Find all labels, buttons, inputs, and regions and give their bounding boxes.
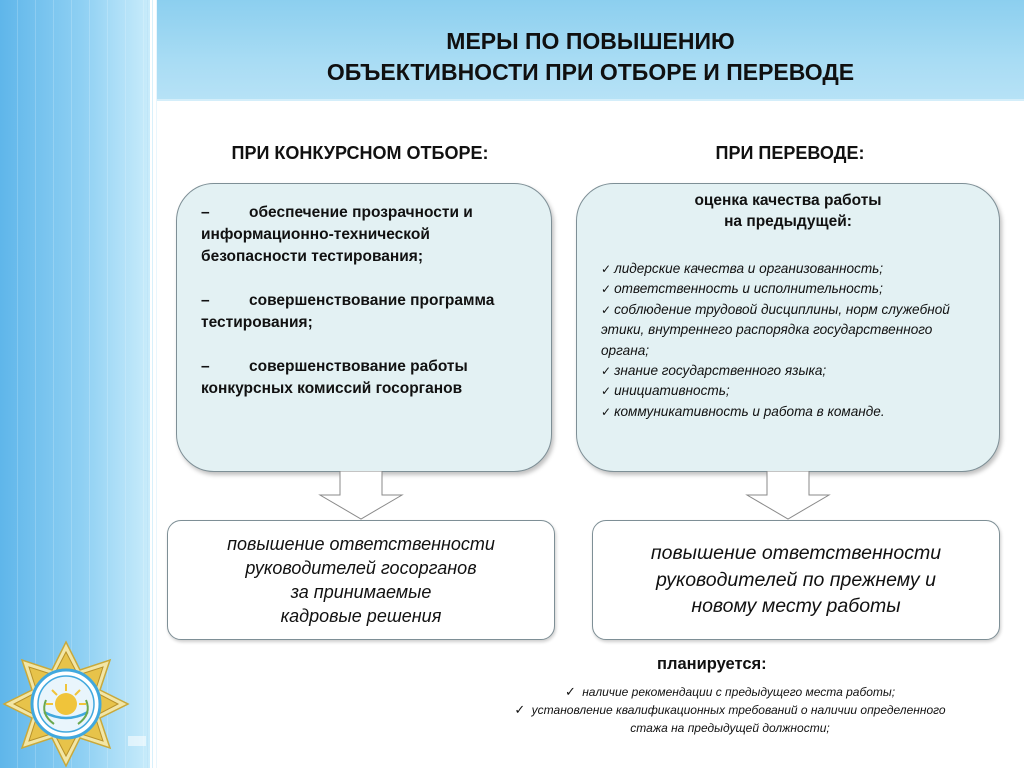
list-item-text: знание государственного языка; (614, 363, 827, 379)
slide-title-line1: МЕРЫ ПО ПОВЫШЕНИЮ (446, 28, 735, 54)
divider-line (147, 0, 148, 768)
competitive-selection-box (176, 183, 552, 472)
result-line: руководителей госорганов (245, 558, 477, 578)
transfer-result-box (592, 520, 1000, 640)
planned-heading: планируется: (657, 655, 767, 673)
competitive-measures-list (201, 202, 536, 422)
kazakhstan-emblem-icon (0, 640, 132, 768)
checkmark-icon: ✓ (601, 262, 612, 276)
down-arrow-icon (745, 471, 831, 521)
slide-title-line2: ОБЪЕКТИВНОСТИ ПРИ ОТБОРЕ И ПЕРЕВОДЕ (326, 59, 855, 85)
list-item-text: установление квалификационных требований о наличии определенного (531, 703, 946, 717)
checkmark-icon: ✓ (564, 684, 576, 699)
quality-criteria-list (601, 259, 981, 422)
result-line: кадровые решения (280, 606, 442, 626)
checkmark-icon: ✓ (601, 364, 612, 379)
work-quality-heading (577, 190, 999, 232)
checkmark-icon: ✓ (601, 302, 612, 317)
transfer-box (576, 183, 1000, 472)
list-item (601, 381, 981, 401)
checkmark-icon: ✓ (601, 404, 612, 419)
list-item (201, 202, 536, 268)
list-item-text: лидерские качества и организованность; (614, 261, 884, 276)
decorative-square (128, 736, 146, 746)
checkmark-icon: ✓ (601, 282, 612, 297)
list-item (601, 300, 981, 361)
slide-title (157, 26, 1024, 88)
result-text (176, 532, 546, 628)
checkmark-icon: ✓ (514, 702, 526, 717)
divider-line (156, 0, 157, 768)
dash-marker: – (201, 204, 210, 221)
dash-marker: – (201, 358, 210, 375)
list-item (601, 279, 981, 299)
list-item (201, 290, 536, 334)
down-arrow-icon (318, 471, 404, 521)
planned-list (440, 683, 1020, 737)
competitive-selection-heading: ПРИ КОНКУРСНОМ ОТБОРЕ: (231, 143, 489, 163)
list-item (601, 361, 981, 381)
result-line: руководителей по прежнему и (656, 568, 936, 591)
list-item-text: инициативность; (614, 383, 730, 399)
result-line: повышение ответственности (227, 534, 495, 554)
result-line: за принимаемые (290, 582, 432, 602)
list-item-text: коммуникативность и работа в команде. (614, 403, 885, 419)
result-line: новому месту работы (691, 595, 901, 618)
list-item-text: наличие рекомендации с предыдущего места работы; (582, 685, 896, 699)
list-item (601, 402, 981, 422)
list-item (440, 683, 1020, 701)
list-item-text: стажа на предыдущей должности; (630, 721, 830, 735)
result-line: повышение ответственности (650, 542, 942, 565)
dash-marker: – (201, 292, 210, 309)
list-item-text: совершенствование работы конкурсных комиссий госорганов (201, 358, 468, 397)
list-item-text: обеспечение прозрачности и информационно-технической безопасности тестирования; (201, 204, 473, 265)
transfer-heading: ПРИ ПЕРЕВОДЕ: (715, 143, 865, 163)
list-item-text: совершенствование программа тестирования; (201, 292, 495, 331)
checkmark-icon: ✓ (601, 384, 612, 399)
work-quality-heading-line: оценка качества работы (694, 192, 882, 209)
list-item (201, 356, 536, 400)
list-item (440, 701, 1020, 737)
list-item-text: соблюдение трудовой дисциплины, норм служебной этики, внутреннего распорядка государственного органа; (601, 301, 950, 358)
divider-line (152, 0, 153, 768)
result-text (606, 540, 986, 620)
list-item (601, 259, 981, 279)
competitive-result-box (167, 520, 555, 640)
work-quality-heading-line: на предыдущей: (724, 213, 852, 230)
list-item-text: ответственность и исполнительность; (614, 281, 883, 297)
